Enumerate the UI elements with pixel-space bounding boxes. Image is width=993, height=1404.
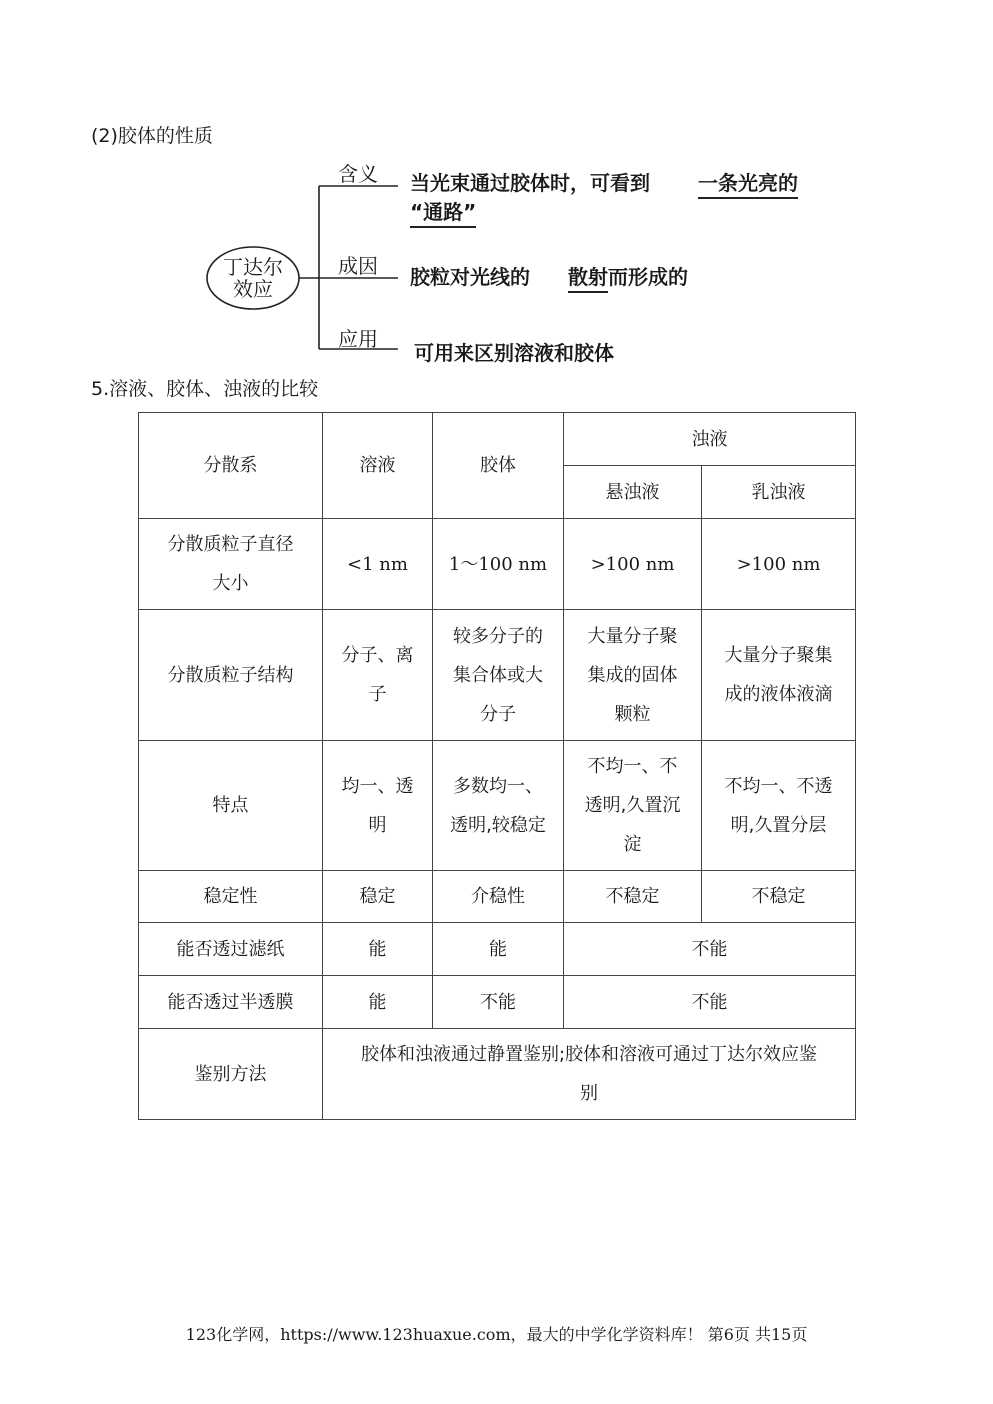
cell-structure-emulsion: [702, 610, 856, 741]
cell-feature-suspension: [564, 741, 702, 871]
cell-line: 大量分子聚: [587, 625, 678, 647]
cell-line: 不均一、不透: [724, 775, 833, 797]
header-colloid: 胶体: [433, 413, 564, 519]
cell-line: 颗粒: [614, 703, 651, 725]
row-label-feature: 特点: [139, 741, 323, 871]
page-footer: 123化学网，https://www.123huaxue.com，最大的中学化学资料库！ 第6页 共15页: [185, 1325, 808, 1344]
cell-structure-suspension: [564, 610, 702, 741]
cell-filter-solution: 能: [323, 923, 433, 976]
row-label-filter-paper: 能否透过滤纸: [139, 923, 323, 976]
cell-line: 集合体或大: [453, 664, 543, 686]
cell-line: 集成的固体: [587, 664, 678, 686]
cell-identify-value: [323, 1029, 856, 1120]
comparison-table: [138, 412, 856, 1120]
cell-line: 大量分子聚集: [724, 645, 833, 666]
cell-line: 子: [368, 684, 387, 705]
cell-stability-emulsion: 不稳定: [702, 871, 856, 923]
cell-line: 胶体和浊液通过静置鉴别;胶体和溶液可通过丁达尔效应鉴: [360, 1044, 818, 1065]
row-label-identify: 鉴别方法: [139, 1029, 323, 1120]
comparison-heading: 5.溶液、胶体、浊液的比较: [91, 378, 319, 400]
cell-line: 均一、透: [341, 775, 414, 797]
cell-stability-colloid: 介稳性: [433, 871, 564, 923]
cause-answer: 散射: [568, 261, 608, 293]
cell-line: 明,久置分层: [730, 814, 827, 836]
use-text: 可用来区别溶液和胶体: [414, 341, 614, 365]
table-row: [139, 741, 856, 871]
row-label-size: [139, 519, 323, 610]
table-row: [139, 610, 856, 741]
meaning-text: 当光束通过胶体时，可看到: [410, 171, 650, 195]
center-label-line-1: 丁达尔: [223, 255, 283, 279]
properties-heading: (2)胶体的性质: [91, 125, 213, 147]
cell-feature-solution: [323, 741, 433, 871]
cell-line: 分子: [480, 703, 516, 725]
cell-line: 透明,久置沉: [584, 795, 681, 816]
center-label-line-2: 效应: [233, 277, 273, 301]
table-row: [139, 923, 856, 976]
header-dispersion: 分散系: [139, 413, 323, 519]
cell-membrane-colloid: 不能: [433, 976, 564, 1029]
use-label: 应用: [338, 327, 378, 351]
meaning-answer-2: “通路”: [410, 196, 476, 228]
cell-membrane-solution: 能: [323, 976, 433, 1029]
header-turbid: 浊液: [564, 413, 856, 466]
table-row: [139, 871, 856, 923]
cell-line: 明: [368, 814, 387, 836]
header-suspension: 悬浊液: [564, 466, 702, 519]
cell-filter-turbid: 不能: [564, 923, 856, 976]
cell-line: 别: [580, 1083, 598, 1104]
table-row: [139, 519, 856, 610]
cell-line: 分子、离: [341, 645, 414, 666]
meaning-label: 含义: [338, 162, 378, 186]
cause-text-2: 而形成的: [608, 265, 688, 289]
cause-text-1: 胶粒对光线的: [410, 265, 530, 289]
cell-stability-solution: 稳定: [323, 871, 433, 923]
cell-size-colloid: 1～100 nm: [433, 519, 564, 610]
row-label-stability: 稳定性: [139, 871, 323, 923]
header-solution: 溶液: [323, 413, 433, 519]
cell-size-emulsion: >100 nm: [702, 519, 856, 610]
cell-feature-colloid: [433, 741, 564, 871]
cell-line: 较多分子的: [453, 625, 543, 647]
meaning-answer-1: 一条光亮的: [698, 167, 798, 199]
cell-line: 透明,较稳定: [450, 814, 546, 836]
row-label-size-line-1: 分散质粒子直径: [167, 534, 294, 555]
cell-line: 多数均一、: [453, 775, 543, 797]
cause-label: 成因: [338, 254, 378, 278]
center-label: [218, 256, 288, 300]
cell-line: 不均一、不: [587, 756, 678, 777]
cell-size-solution: <1 nm: [323, 519, 433, 610]
cell-line: 成的液体液滴: [724, 684, 833, 705]
row-label-size-line-2: 大小: [212, 573, 249, 594]
cell-filter-colloid: 能: [433, 923, 564, 976]
row-label-membrane: 能否透过半透膜: [139, 976, 323, 1029]
cell-feature-emulsion: [702, 741, 856, 871]
cell-line: 淀: [623, 834, 642, 855]
cell-stability-suspension: 不稳定: [564, 871, 702, 923]
row-label-structure: 分散质粒子结构: [139, 610, 323, 741]
cell-structure-colloid: [433, 610, 564, 741]
cell-size-suspension: >100 nm: [564, 519, 702, 610]
header-emulsion: 乳浊液: [702, 466, 856, 519]
table-row: [139, 976, 856, 1029]
table-row: [139, 1029, 856, 1120]
cell-structure-solution: [323, 610, 433, 741]
cell-membrane-turbid: 不能: [564, 976, 856, 1029]
